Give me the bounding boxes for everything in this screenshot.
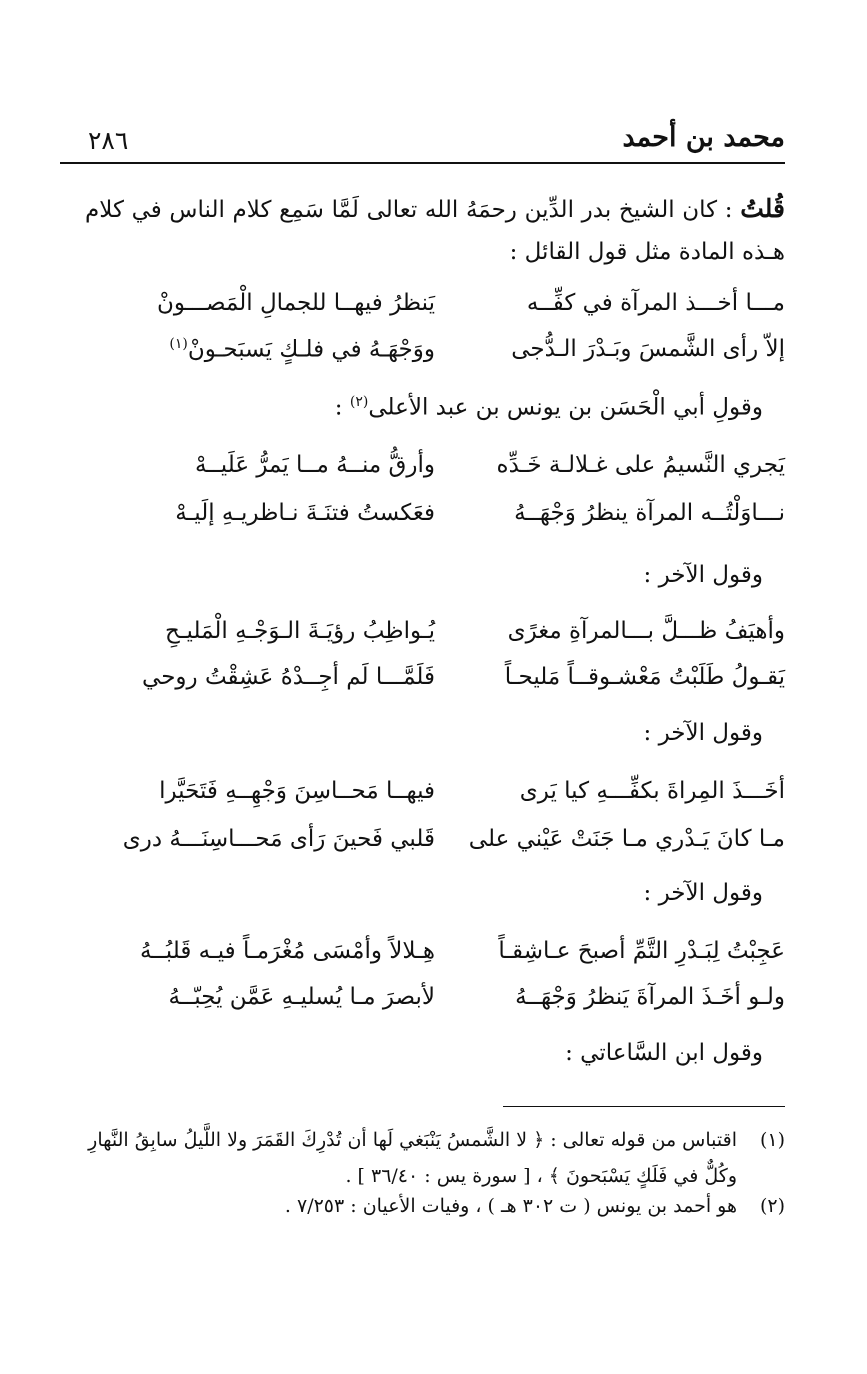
verse-second-hemistich [105,336,435,363]
footnote-number: (١) [759,1129,785,1151]
verse-second-hemistich: فعَكستُ فتنَـةَ نـاظريـهِ إلَيـهْ [175,500,435,526]
verse-row [105,290,785,336]
verse-row [105,336,785,382]
intro-text: : كان الشيخ بدر الدِّين رحمَهُ الله تعالى لَمَّا سَمِع كلام الناس في كلام هـذه المادة مثل قول القائل : [85,197,785,265]
section-label: وقول الآخر : [643,720,763,746]
verse-second-hemistich: يَنظرُ فيهــا للجمالِ الْمَصـــونْ [157,290,435,316]
verse-first-hemistich: مـا كانَ يَـدْري مـا جَنَتْ عَيْني على [468,826,785,852]
page-number: ٢٨٦ [88,126,129,155]
verse-first-hemistich: يَقـولُ طَلَبْتُ مَعْشـوقــاً مَليحـاً [504,664,785,690]
verse-first-hemistich: وأهيَفُ ظـــلَّ بـــالمرآةِ مغرًى [507,618,785,644]
section-label: وقول الآخر : [643,562,763,588]
verse-first-hemistich: إلاّ رأى الشَّمسَ وبَـدْرَ الـدُّجى [511,336,785,362]
section-label: وقول ابن السَّاعاتي : [565,1040,763,1066]
verse-row [105,500,785,546]
footnote-1 [60,1122,785,1194]
footnote-text: هو أحمد بن يونس ( ت ٣٠٢ هـ ) ، وفيات الأعيان : ٧/٢٥٣ . [284,1195,737,1217]
section-label: وقول الآخر : [643,880,763,906]
footnote-2 [60,1188,785,1224]
page-header [60,122,785,164]
running-head: محمد بن أحمد [622,122,785,153]
verse-first-hemistich: ولـو أخَـذَ المرآةَ يَنظرُ وَجْهَــهُ [515,984,785,1010]
verse-text: ووَجْهَـهُ في فلـكٍ يَسبَحـونْ [187,336,435,363]
verse-second-hemistich: فيهــا مَحــاسِنَ وَجْهِــهِ فَتَحَيَّرا [159,778,435,804]
verse-second-hemistich: لأبصرَ مـا يُسليـهِ عَمَّن يُحِبّــهُ [168,984,435,1010]
footnote-text: اقتباس من قوله تعالى : ﴿ لا الشَّمسُ يَنْبَغي لَها أن تُدْرِكَ القَمَرَ ولا اللَّيلُ سابِقُ النَّهارِ وكُلٌّ في فَلَكٍ يَسْبَحونَ ﴾ ، [ سورة يس : ٣٦/٤٠ ] . [88,1129,737,1187]
footnote-divider [503,1106,785,1107]
verse-row [105,452,785,498]
footnote-marker[interactable]: (١) [169,336,188,352]
verse-first-hemistich: مـــا أخـــذ المرآة في كفِّــه [526,290,785,316]
verse-second-hemistich: وأرقُّ منــهُ مــا يَمرُّ عَلَيــهْ [194,452,435,478]
verse-second-hemistich: قَلبي فَحينَ رَأى مَحـــاسِنَـــهُ درى [122,826,435,852]
verse-row [105,938,785,984]
verse-row [105,618,785,664]
verse-second-hemistich: فَلَمَّـــا لَم أجِــدْهُ عَشِقْتُ روحي [142,664,435,690]
intro-paragraph [85,188,785,273]
verse-row [105,664,785,710]
verse-first-hemistich: أخَـــذَ المِراةَ بكفِّـــهِ كيا يَرى [519,778,785,804]
intro2-line [335,394,763,421]
intro2-text: وقولِ أبي الْحَسَن بن يونس بن عبد الأعلى [368,394,763,421]
verse-second-hemistich: هِـلالاً وأمْسَى مُغْرَمـاً فيـه قَلبُــهُ [140,938,435,964]
verse-first-hemistich: يَجري النَّسيمُ على غـلالـة خَـدِّه [496,452,785,478]
footnote-number: (٢) [759,1195,785,1217]
intro-lead: قُلتُ [740,194,785,223]
verse-first-hemistich: نـــاوَلْتُــه المرآة ينظرُ وَجْهَــهُ [514,500,785,526]
verse-row [105,778,785,824]
intro2-suffix: : [334,394,350,421]
verse-second-hemistich: يُـواظِبُ رؤيَـةَ الـوَجْـهِ الْمَليـحِ [164,618,435,644]
verse-row [105,984,785,1030]
verse-row [105,826,785,872]
footnote-marker[interactable]: (٢) [349,394,369,410]
verse-first-hemistich: عَجِبْتُ لِبَـدْرِ التَّمِّ أصبحَ عـاشِقـاً [498,938,785,964]
